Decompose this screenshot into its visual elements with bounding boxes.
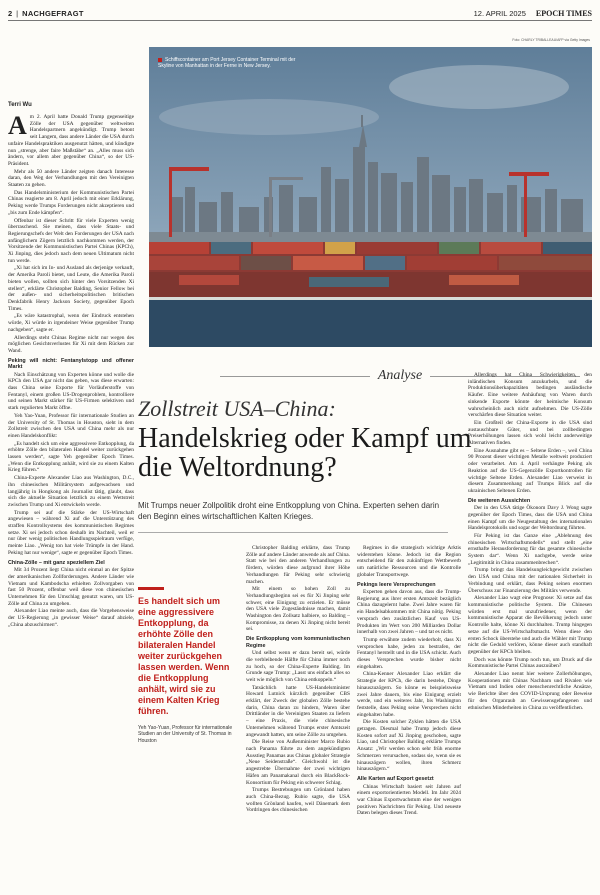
pull-quote-attribution: Yeh Yao-Yuan, Professor für internationale Studien an der University of St. Thomas in Houston bbox=[138, 725, 233, 744]
paragraph: Yeh Yao-Yuan, Professor für internationale Studien an der University of St. Thomas in Houston, sieht in dem Zollstreit zwischen den USA und China mehr als nur einen Handelskonflikt: bbox=[8, 412, 134, 439]
paragraph: Christopher Balding erklärte, dass Trump Zölle auf andere Länder anwende als auf China. Statt wie bei den anderen Verhandlungen zu fördern, würden diese aufgrund ihrer Höhe Verhandlungen für Peking sehr schwierig machen. bbox=[246, 545, 350, 585]
section-heading: Peking will nicht: Fentanylstopp und offener Markt bbox=[8, 357, 134, 371]
publication-logo: EPOCH TIMES bbox=[535, 8, 592, 18]
paragraph: Und selbst wenn er dazu bereit sei, würde die verbleibende Hälfte für China immer noch zu hoch, so der China-Experte Balding. Im Grunde sage Trump: „Lasst uns einfach alles so weit wie möglich von China entkoppeln.“ bbox=[246, 650, 350, 683]
paragraph: Trump erwähnte zudem wiederholt, dass Xi versprochen habe, jeden zu bestrafen, der Fentanyl herstellt und in die USA schickt. Auch dieses Versprechen wurde bisher nicht eingehalten. bbox=[357, 636, 461, 670]
paragraph: Trumps Bestrebungen um Grönland haben auch China-Bezug. Rubio sagte, die USA wollten Grönland kaufen, weil Dänemark dem Vordringen des chinesischen bbox=[246, 787, 350, 814]
paragraph: Mit einem so hohen Zoll zu Verhandlungsbeginn sei es für Xi Jinping sehr schwer, eine Einigung zu erzielen. Er müsse den USA viele Zugeständnisse machen, damit Washington den Zollsatz halbiere, so Balding – Kompromisse, zu denen Xi Jinping nicht bereit sei. bbox=[246, 586, 350, 633]
paragraph: Eine Ausnahme gibt es – Seltene Erden –, weil China 90 Prozent dieser wichtigen Metalle weltweit produziert oder verarbeitet. Am 4. April verhängte Peking als Reaktion auf die US-Gegenzölle Exportkontrollen für wichtige Seltene Erden. Alexander Liao verweist in diesem Zusammenhang auf Trumps Blick auf die ukrainischen Seltenen Erden. bbox=[468, 447, 592, 494]
photo-credit: Foto: CHARLY TRIBALLEAU/AFP via Getty Images bbox=[512, 38, 590, 42]
paragraph: Offenbar ist dieser Schritt für viele Experten wenig überraschend. Sie meinen, dass viele Staats- und Regierungschefs der Welt den Forderungen der USA nach anfänglichem Zögern letztlich nachkommen werden, der Vorsitzende der Kommunistischen Partei Chinas (KPCh), Xi Jinping, dies jedoch nach dem neuen Ultimatum nicht tun werde. bbox=[8, 217, 134, 264]
section-heading: China-Zölle – mit ganz speziellem Ziel bbox=[8, 559, 105, 566]
paragraph: „Es wäre katastrophal, wenn der Eindruck entstehen würde, Xi würde in irgendeiner Weise gegenüber Trump nachgeben“, sagte er. bbox=[8, 313, 134, 333]
paragraph: Regimes in die strategisch wichtige Arktis widerstehen könne. Jedoch ist die Region entscheidend für den zukünftigen Wettbewerb um natürliche Ressourcen und die Kontrolle globaler Transportwege. bbox=[357, 545, 461, 578]
paragraph: Alexander Liao meinte auch, dass die Vorgehensweise der US-Regierung „in gewisser Weise“ darauf abziele, „China abzuschirmen“. bbox=[8, 608, 134, 628]
paragraph: Alexander Liao nennt hier weitere Zollerhöhungen, Kooperationen mit Chinas Nachbarn und Rivalen wie Vietnam und Indien oder menschenrechtliche Ansätze, wie Berichte über den COVID-Ursprung oder Beweise für den Organraub an Gewissensgefangenen und ethnischen Minderheiten in China zu veröffentlichen. bbox=[468, 671, 592, 711]
paragraph: Chinas Wirtschaft basiert seit Jahren auf einem exportorientierten Modell. Im Jahr 2024 war Chinas Exportwachstum eine der wenigen positiven Nachrichten für Peking. Und neueste Daten belegen dieses Trend. bbox=[357, 783, 461, 817]
deck-divider bbox=[138, 532, 448, 533]
paragraph: Der in den USA tätige Ökonom Davy J. Wong sagte gegenüber der Epoch Times, dass die USA und China einen Kampf um die Neugestaltung des internationalen Handelsprotokolls und sogar der Weltordnung führten. bbox=[468, 505, 592, 532]
column-2 bbox=[246, 545, 350, 815]
paragraph: Die Kosten solcher Zyklen hätten die USA getragen. Diesmal habe Trump jedoch diese Kosten sofort auf Xi Jinping geschoben, sagte Liao, und Christopher Balding erklärte Trumps Ansatz: „Wir werden schon sehr früh enorme Schmerzen verursachen, sodass sie, wenn sie es hinauszögern wollen, ihren Schmerz hinauszögern.“ bbox=[357, 719, 461, 773]
column-1 bbox=[8, 111, 134, 629]
paragraph: Trump bringt das Handelsungleichgewicht zwischen den USA und China mit der nationalen Sicherheit in Verbindung und erklärt, dass Peking seinen enormen Überschuss zur Finanzierung des Militärs verwende. bbox=[468, 567, 592, 594]
section-heading: Pekings leere Versprechungen bbox=[357, 581, 436, 588]
column-4 bbox=[468, 372, 592, 712]
article-deck: Mit Trumps neuer Zollpolitik droht eine Entkopplung von China. Experten sehen darin den Beginn eines wirtschaftlichen Kalten Krieges. bbox=[138, 501, 440, 521]
author-byline: Terri Wu bbox=[8, 102, 32, 108]
paragraph: China-Experte Alexander Liao aus Washington, D.C., ihn chinesischen Militärsystem aufgewachsen und langjährig in Hongkong als Journalist tätig, glaubt, dass sich die aktuelle Situation letztlich zu einem Wettstreit zwischen Trump und Xi entwickeln werde. bbox=[8, 475, 134, 508]
paragraph: Mit 34 Prozent liegt China nicht einmal an der Spitze der amerikanischen Zollforderungen. Andere Länder wie Vietnam und Kambodscha erhielten Zollvorgaben von fast 50 Prozent, offenbar weil diese von chinesischen Unternehmen für den Umschlag genutzt waren, um US-Zölle auf China zu umgehen. bbox=[8, 567, 134, 607]
pull-quote-text: Es handelt sich um eine aggressivere Entkopplung, da erhöhte Zölle den bilateralen Handel weiter zurückgehen lassen werden. Wenn die Entkopplung anhält, wird sie zu einem Kalten Krieg führen. bbox=[138, 596, 230, 716]
section-heading: Alle Karten auf Export gesetzt bbox=[357, 776, 434, 782]
paragraph: Die Reise von Außenminister Marco Rubio nach Panama führte zu dem angekündigten Ausstieg Panamas aus Chinas globaler Strategie „Neue Seidenstraße“. Gleichwohl ist die angestrebte Übernahme der zwei wichtigen Häfen am Panamakanal durch ein BlackRock-Konsortium für Peking ein schwerer Schlag. bbox=[246, 739, 350, 786]
issue-date: 12. APRIL 2025 bbox=[473, 8, 526, 18]
paragraph: Alexander Liao wagt eine Prognose: Xi setze auf das kommunistische politische System. Die Chinesen würden erst mal unzufriedener, wenn der kommunistische Apparat die Bevölkerung jedoch unter Kontrolle halte, könne Xi durchhalten. Trump hingegen setze auf die US-Wirtschaftsmacht. Wenn diese den ersten Schock überstehe und auch die Wähler mit Trump nicht die Geduld verlören, könne dieser auch standhaft gegenüber der KPCh bleiben. bbox=[468, 595, 592, 655]
paragraph: Mehr als 50 andere Länder zeigten danach Interesse daran, den Weg der Verhandlungen mit den Vereinigten Staaten zu gehen. bbox=[8, 168, 134, 189]
paragraph: „Es handelt sich um eine aggressivere Entkopplung, da erhöhte Zölle den bilateralen Handel weiter zurückgehen lassen werden“, sagte Yeh gegenüber Epoch Times. „Wenn die Entkopplung anhält, wird sie zu einem Kalten Krieg führen.“ bbox=[8, 440, 134, 474]
caption-marker bbox=[158, 58, 162, 62]
header-separator: | bbox=[16, 8, 19, 18]
paragraph: m 2. April hatte Donald Trump gegenseitige Zölle der USA gegenüber weltweiten Handelspartnern angekündigt. Trump betont seit Langem, dass andere Länder die USA durch unfaire Handelspraktiken ausgenutzt hätten, und kündigte nun „strenge, aber faire Maßstäbe“ an. „Alles muss sich ändern, vor allem aber gegenüber China“, so der US-Präsident. bbox=[8, 114, 134, 167]
column-3 bbox=[357, 545, 461, 818]
pull-quote-bar bbox=[138, 587, 164, 590]
section-heading: Die Entkopplung vom kommunistischen Regime bbox=[246, 636, 350, 649]
paragraph: Experten gehen davon aus, dass die Trump-Regierung aus ihrer ersten Amtszeit bezüglich China dazugelernt habe. Zwei Jahre waren für ein Handelsabkommen mit China nötig. Peking versprach den zusätzlichen Kauf von US-Produkten im Wert von 200 Milliarden Dollar innerhalb von zwei Jahren – und tat es nicht. bbox=[357, 589, 461, 636]
paragraph: Ein Großteil der China-Exporte in die USA sind austauschbare Güter, und bei zollbedingten Preiserhöhungen lassen sich wohl leicht anderweitige Alternativen finden. bbox=[468, 419, 592, 447]
paragraph: Für Peking ist das Ganze eine „Ablehnung des chinesischen Wirtschaftsmodells“ und stellt „eine ernsthafte Herausforderung für das gesamte chinesische System dar“. Wenn Xi nachgebe, werde seine „Legitimität in China zusammenbrechen“. bbox=[468, 532, 592, 566]
caption-text: Schiffscontainer am Port Jersey Container Terminal mit der Skyline von Manhattan in der Ferne in New Jersey. bbox=[158, 57, 296, 70]
paragraph: Allerdings steht Chinas Regime nicht nur wegen des möglichen Gesichtsverlustes für Xi mit dem Rücken zur Wand. bbox=[8, 334, 134, 354]
drop-cap: A bbox=[8, 111, 27, 140]
paragraph: „Xi hat sich im In- und Ausland als derjenige verkauft, der Amerika Paroli bietet, und Leute, die Amerika Paroli bieten wollen, sollten sich hinter den Vorsitzenden Xi stellen“, erklärte Christopher Balding, Senior Fellow bei der außen- und sicherheitspolitischen britischen Denkfabrik Henry Jackson Society, gegenüber Epoch Times. bbox=[8, 265, 134, 312]
paragraph: Nach Einschätzung von Experten könne und wolle die KPCh den USA gar nicht das geben, was diese erwarten: dass China seine Exporte für Vorläuferstoffe von Fentanyl, einem großen US-Drogenproblem, kontrolliere und seinen Markt stärker für US-Firmen selektiven und stark regulierten Markt öffne. bbox=[8, 371, 134, 412]
port-skyline-illustration bbox=[149, 47, 592, 347]
photo-caption bbox=[158, 57, 308, 70]
kicker-rule-left bbox=[220, 376, 370, 377]
section-heading: Die weiteren Aussichten bbox=[468, 497, 531, 504]
article-headline: Handelskrieg oder Kampf um die Weltordnung? bbox=[138, 423, 472, 483]
page-header bbox=[8, 6, 592, 21]
hero-photo bbox=[149, 47, 592, 347]
kicker-label: Analyse bbox=[377, 368, 423, 383]
page-number: 2 bbox=[8, 8, 13, 18]
paragraph: Allerdings hat China Schwierigkeiten, den inländischen Konsum anzukurbeln, und die Produktionsüberkapazitäten bedingen ausländische Käufer. Eine weitere Anhäufung von Waren durch sinkende Exporte könnte der heimische Konsum wahrscheinlich auch nicht aufnehmen. Die US-Zölle verschärfen diese Situation weiter. bbox=[468, 372, 592, 419]
paragraph: Das Handelsministerium der Kommunistischen Partei Chinas reagierte am 8. April jedoch mit einer Erklärung, Peking werde Trumps Forderungen nicht akzeptieren und „bis zum Ende kämpfen“. bbox=[8, 189, 134, 216]
article-subhead: Zollstreit USA–China: bbox=[138, 396, 336, 421]
section-name: NACHGEFRAGT bbox=[22, 8, 84, 18]
paragraph: China-Kenner Alexander Liao erklärt die Strategie der KPCh, die darin bestehe, Dinge hinauszuzögern. So könne es beispielsweise zwei Jahre dauern, bis eine Einigung erzielt werde, und ein weiteres Jahr, bis Washington feststelle, dass Peking seine Versprechen nicht eingehalten habe. bbox=[357, 671, 461, 718]
paragraph: Doch was könnte Trump noch tun, um Druck auf die Kommunistische Partei Chinas auszuüben? bbox=[468, 656, 592, 670]
pull-quote bbox=[138, 587, 238, 744]
paragraph: Trump sei auf die Stärke der US-Wirtschaft angewiesen – während Xi auf die Unterstützung des straffen Kontrollsystems des kommunistischen Regimes setze. Xi sei jedoch schon deshalb im Nachteil, weil er nur über wenig politischen Handlungsspielraum verfüge, meinte Liao. „Wenig ton hat viele Trümpfe in der Hand. Peking hat nur wenige“, sagte er gegenüber Epoch Times. bbox=[8, 509, 134, 556]
paragraph: Tatsächlich hatte US-Handelsminister Howard Lutnick kürzlich gegenüber CBS erklärt, der Zweck der globalen Zölle bestehe darin, China daran zu hindern, Waren über Drittländer in die Vereinigten Staaten zu liefern – eine Praxis, die viele chinesische Unternehmen während Trumps erster Amtszeit angewandt hatten, um seine Zölle zu umgehen. bbox=[246, 684, 350, 738]
